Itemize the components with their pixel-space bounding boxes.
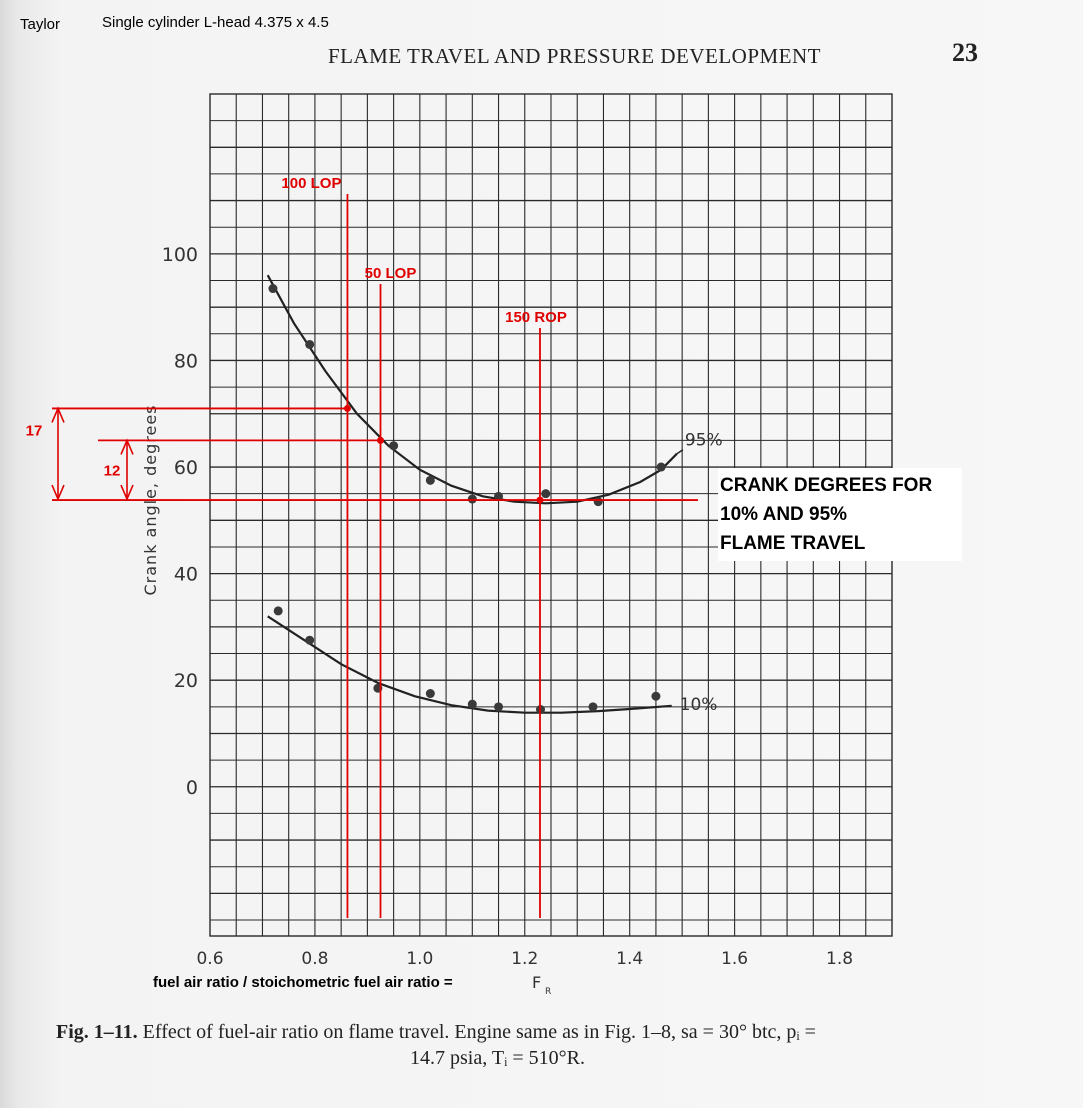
data-point xyxy=(651,692,660,701)
figure-caption-line-1 xyxy=(56,1021,816,1044)
y-tick-label: 80 xyxy=(173,350,198,373)
x-tick-label: 1.4 xyxy=(616,949,644,969)
y-axis-label: Crank angle, degrees xyxy=(141,404,160,596)
x-tick-label: 0.6 xyxy=(196,949,224,969)
figure-caption-text: Effect of fuel-air ratio on flame travel. Engine same as in Fig. 1–8, sa = 30° btc, pᵢ = xyxy=(142,1021,816,1043)
data-point xyxy=(268,284,277,293)
annotation-line-1: CRANK DEGREES FOR xyxy=(720,475,933,496)
data-point xyxy=(468,700,477,709)
data-point xyxy=(657,463,666,472)
data-point xyxy=(274,606,283,615)
data-point xyxy=(588,702,597,711)
data-point xyxy=(541,489,550,498)
x-axis-label: F xyxy=(532,973,542,992)
dimension-label: 17 xyxy=(25,422,43,440)
series-label: 95% xyxy=(684,430,723,451)
figure-caption-line-2: 14.7 psia, Tᵢ = 510°R. xyxy=(410,1047,585,1069)
running-title: FLAME TRAVEL AND PRESSURE DEVELOPMENT xyxy=(328,44,821,68)
data-point xyxy=(389,441,398,450)
data-point xyxy=(494,702,503,711)
data-point xyxy=(468,495,477,504)
data-point xyxy=(426,689,435,698)
y-tick-label: 60 xyxy=(173,457,198,480)
reference-label: 150 ROP xyxy=(505,309,567,326)
data-point xyxy=(426,476,435,485)
x-axis-label-subscript: R xyxy=(545,987,552,997)
author-label: Taylor xyxy=(20,16,61,33)
x-tick-label: 1.6 xyxy=(721,949,749,969)
y-tick-label: 0 xyxy=(185,776,198,799)
annotation-line-3: FLAME TRAVEL xyxy=(720,533,866,554)
reference-label: 100 LOP xyxy=(281,175,342,192)
data-point xyxy=(305,636,314,645)
annotation-block xyxy=(718,468,962,561)
y-tick-label: 40 xyxy=(173,563,198,586)
curve-10% xyxy=(268,616,672,712)
x-tick-label: 0.8 xyxy=(301,949,329,969)
y-tick-label: 20 xyxy=(173,670,198,693)
data-point xyxy=(305,340,314,349)
data-point xyxy=(594,497,603,506)
x-tick-label: 1.0 xyxy=(406,949,434,969)
series-label: 10% xyxy=(679,694,718,715)
figure-caption-label: Fig. 1–11. xyxy=(56,1021,138,1043)
x-tick-label: 1.8 xyxy=(826,949,854,969)
page-number: 23 xyxy=(952,38,978,67)
dimension-label: 12 xyxy=(103,462,121,480)
reference-label: 50 LOP xyxy=(364,265,417,282)
engine-note: Single cylinder L-head 4.375 x 4.5 xyxy=(102,14,329,31)
annotation-line-2: 10% AND 95% xyxy=(720,504,848,525)
xaxis-caption: fuel air ratio / stoichometric fuel air ratio = xyxy=(153,974,453,991)
x-tick-label: 1.2 xyxy=(511,949,539,969)
y-tick-label: 100 xyxy=(161,243,198,266)
